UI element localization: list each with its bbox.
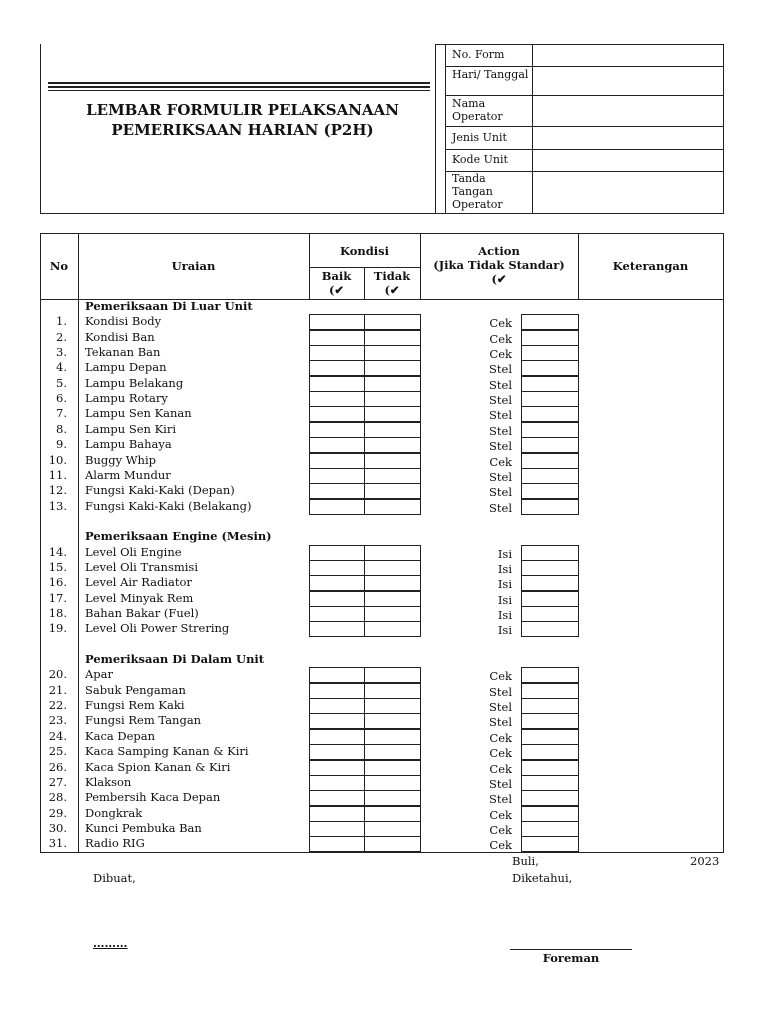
section-title: Pemeriksaan Engine (Mesin) xyxy=(85,529,272,544)
table-right-border xyxy=(723,233,724,853)
baik-checkbox[interactable] xyxy=(309,330,365,346)
row-label: Kaca Spion Kanan & Kiri xyxy=(85,759,231,774)
row-label: Lampu Bahaya xyxy=(85,437,172,452)
row-label: Alarm Mundur xyxy=(85,467,171,482)
baik-checkbox[interactable] xyxy=(309,314,365,330)
tidak-checkbox[interactable] xyxy=(364,499,421,515)
action-checkbox[interactable] xyxy=(521,376,579,392)
baik-checkbox[interactable] xyxy=(309,406,365,422)
row-label: Level Oli Engine xyxy=(85,544,182,559)
baik-checkbox[interactable] xyxy=(309,667,365,683)
row-label: Klakson xyxy=(85,774,132,789)
foreman-signature-line xyxy=(510,949,632,950)
row-number: 21. xyxy=(48,682,67,697)
header-tidak: Tidak xyxy=(373,269,411,283)
row-label: Lampu Sen Kanan xyxy=(85,406,192,421)
baik-checkbox[interactable] xyxy=(309,821,365,837)
footer-place: Buli, xyxy=(512,854,539,868)
header-tidak-check: (✔ xyxy=(384,283,400,297)
footer-acknowledged: Diketahui, xyxy=(512,871,573,885)
tidak-checkbox[interactable] xyxy=(364,437,421,453)
baik-checkbox[interactable] xyxy=(309,621,365,637)
row-number: 5. xyxy=(56,375,67,390)
row-action: Stel xyxy=(489,500,512,515)
row-number: 25. xyxy=(48,744,67,759)
tidak-checkbox[interactable] xyxy=(364,560,421,576)
header-action: Action xyxy=(478,244,520,258)
baik-checkbox[interactable] xyxy=(309,483,365,499)
row-number: 15. xyxy=(48,559,67,574)
row-number: 19. xyxy=(48,621,67,636)
row-label: Level Minyak Rem xyxy=(85,590,194,605)
action-checkbox[interactable] xyxy=(521,591,579,607)
title-line-2: PEMERIKSAAN HARIAN (P2H) xyxy=(111,121,374,139)
baik-checkbox[interactable] xyxy=(309,575,365,591)
tidak-checkbox[interactable] xyxy=(364,698,421,714)
row-action: Stel xyxy=(489,423,512,438)
row-number: 28. xyxy=(48,790,67,805)
section-title: Pemeriksaan Di Dalam Unit xyxy=(85,652,265,667)
row-label: Lampu Belakang xyxy=(85,375,184,390)
row-action: Cek xyxy=(489,822,512,837)
row-action: Isi xyxy=(497,546,512,561)
info-value-nama-operator[interactable] xyxy=(533,95,723,126)
baik-checkbox[interactable] xyxy=(309,806,365,822)
action-checkbox[interactable] xyxy=(521,775,579,791)
tidak-checkbox[interactable] xyxy=(364,376,421,392)
tidak-checkbox[interactable] xyxy=(364,775,421,791)
table-top-border xyxy=(40,233,724,234)
row-action: Isi xyxy=(497,623,512,638)
row-label: Fungsi Rem Tangan xyxy=(85,713,202,728)
action-checkbox[interactable] xyxy=(521,560,579,576)
header-no: No xyxy=(49,259,69,273)
action-checkbox[interactable] xyxy=(521,422,579,438)
action-checkbox[interactable] xyxy=(521,729,579,745)
action-checkbox[interactable] xyxy=(521,437,579,453)
tidak-checkbox[interactable] xyxy=(364,453,421,469)
action-checkbox[interactable] xyxy=(521,345,579,361)
row-label: Level Oli Transmisi xyxy=(85,559,199,574)
row-number: 31. xyxy=(48,836,67,851)
tidak-checkbox[interactable] xyxy=(364,468,421,484)
action-checkbox[interactable] xyxy=(521,821,579,837)
tidak-checkbox[interactable] xyxy=(364,744,421,760)
row-number: 9. xyxy=(56,437,67,452)
row-action: Stel xyxy=(489,792,512,807)
row-number: 7. xyxy=(56,406,67,421)
row-action: Stel xyxy=(489,469,512,484)
tidak-checkbox[interactable] xyxy=(364,345,421,361)
row-number: 2. xyxy=(56,329,67,344)
row-number: 26. xyxy=(48,759,67,774)
row-label: Bahan Bakar (Fuel) xyxy=(85,606,199,620)
baik-checkbox[interactable] xyxy=(309,606,365,622)
header-keterangan: Keterangan xyxy=(612,259,689,273)
header-action-check: (✔ xyxy=(491,272,507,286)
row-number: 29. xyxy=(48,805,67,820)
action-checkbox[interactable] xyxy=(521,698,579,714)
row-action: Cek xyxy=(489,316,512,331)
row-action: Cek xyxy=(489,838,512,853)
row-number: 17. xyxy=(48,590,67,605)
row-label: Apar xyxy=(85,667,114,682)
action-checkbox[interactable] xyxy=(521,330,579,346)
kondisi-sub-line xyxy=(309,267,421,268)
header-divider xyxy=(435,44,436,214)
row-label: Fungsi Kaki-Kaki (Belakang) xyxy=(85,498,252,513)
row-number: 13. xyxy=(48,498,67,513)
baik-checkbox[interactable] xyxy=(309,560,365,576)
info-value-kode-unit[interactable] xyxy=(533,149,723,171)
row-label: Pembersih Kaca Depan xyxy=(85,790,221,805)
row-label: Dongkrak xyxy=(85,805,143,820)
row-number: 16. xyxy=(48,575,67,590)
action-checkbox[interactable] xyxy=(521,499,579,515)
row-action: Stel xyxy=(489,485,512,500)
row-action: Cek xyxy=(489,807,512,822)
baik-checkbox[interactable] xyxy=(309,376,365,392)
row-number: 6. xyxy=(56,391,67,406)
action-checkbox[interactable] xyxy=(521,360,579,376)
row-number: 1. xyxy=(56,314,67,329)
header-uraian: Uraian xyxy=(171,259,216,273)
row-action: Cek xyxy=(489,669,512,684)
baik-checkbox[interactable] xyxy=(309,729,365,745)
action-checkbox[interactable] xyxy=(521,621,579,637)
baik-checkbox[interactable] xyxy=(309,683,365,699)
row-number: 10. xyxy=(48,452,67,467)
info-label-tanggal: Hari/ Tanggal xyxy=(452,68,529,81)
info-label-kode-unit: Kode Unit xyxy=(452,153,508,166)
row-label: Kaca Depan xyxy=(85,728,156,743)
row-action: Cek xyxy=(489,331,512,346)
footer-foreman: Foreman xyxy=(542,951,600,965)
row-label: Lampu Sen Kiri xyxy=(85,421,177,436)
info-label-no-form: No. Form xyxy=(452,48,505,61)
baik-checkbox[interactable] xyxy=(309,468,365,484)
row-action: Stel xyxy=(489,362,512,377)
info-value-tanda-tangan[interactable] xyxy=(533,171,723,213)
row-action: Stel xyxy=(489,439,512,454)
row-label: Level Air Radiator xyxy=(85,575,192,590)
row-label: Kunci Pembuka Ban xyxy=(85,820,202,835)
info-table-left-border xyxy=(445,44,446,214)
row-label: Lampu Rotary xyxy=(85,391,168,406)
row-label: Level Oli Power Strering xyxy=(85,621,230,636)
tidak-checkbox[interactable] xyxy=(364,360,421,376)
row-number: 3. xyxy=(56,345,67,360)
row-action: Cek xyxy=(489,730,512,745)
tidak-checkbox[interactable] xyxy=(364,836,421,852)
baik-checkbox[interactable] xyxy=(309,437,365,453)
baik-checkbox[interactable] xyxy=(309,360,365,376)
tidak-checkbox[interactable] xyxy=(364,806,421,822)
row-label: Kaca Samping Kanan & Kiri xyxy=(85,744,249,759)
baik-checkbox[interactable] xyxy=(309,591,365,607)
row-label: Kondisi Body xyxy=(85,314,162,329)
page-title xyxy=(60,100,425,140)
row-action: Stel xyxy=(489,715,512,730)
signature-dots: ……… xyxy=(93,936,128,950)
row-action: Cek xyxy=(489,347,512,362)
tidak-checkbox[interactable] xyxy=(364,483,421,499)
tidak-checkbox[interactable] xyxy=(364,406,421,422)
row-action: Stel xyxy=(489,684,512,699)
row-action: Stel xyxy=(489,700,512,715)
row-label: Lampu Depan xyxy=(85,360,167,375)
action-checkbox[interactable] xyxy=(521,806,579,822)
baik-checkbox[interactable] xyxy=(309,760,365,776)
row-number: 11. xyxy=(48,467,67,482)
baik-checkbox[interactable] xyxy=(309,422,365,438)
baik-checkbox[interactable] xyxy=(309,775,365,791)
baik-checkbox[interactable] xyxy=(309,499,365,515)
row-action: Stel xyxy=(489,393,512,408)
tidak-checkbox[interactable] xyxy=(364,790,421,806)
action-checkbox[interactable] xyxy=(521,683,579,699)
row-label: Radio RIG xyxy=(85,836,145,851)
row-number: 20. xyxy=(48,667,67,682)
action-checkbox[interactable] xyxy=(521,575,579,591)
title-double-line-1 xyxy=(48,82,430,84)
row-label: Fungsi Rem Kaki xyxy=(85,698,185,713)
row-action: Cek xyxy=(489,746,512,761)
row-number: 23. xyxy=(48,713,67,728)
action-checkbox[interactable] xyxy=(521,483,579,499)
header-bottom-border xyxy=(40,213,724,214)
tidak-checkbox[interactable] xyxy=(364,422,421,438)
tidak-checkbox[interactable] xyxy=(364,621,421,637)
row-number: 30. xyxy=(48,820,67,835)
info-value-no-form[interactable] xyxy=(533,44,723,66)
tidak-checkbox[interactable] xyxy=(364,575,421,591)
info-value-tanggal[interactable] xyxy=(533,66,723,95)
baik-checkbox[interactable] xyxy=(309,790,365,806)
tidak-checkbox[interactable] xyxy=(364,729,421,745)
action-checkbox[interactable] xyxy=(521,468,579,484)
tidak-checkbox[interactable] xyxy=(364,760,421,776)
title-line-1: LEMBAR FORMULIR PELAKSANAAN xyxy=(86,101,399,119)
tidak-checkbox[interactable] xyxy=(364,667,421,683)
baik-checkbox[interactable] xyxy=(309,744,365,760)
baik-checkbox[interactable] xyxy=(309,391,365,407)
baik-checkbox[interactable] xyxy=(309,713,365,729)
row-action: Cek xyxy=(489,454,512,469)
baik-checkbox[interactable] xyxy=(309,453,365,469)
action-checkbox[interactable] xyxy=(521,836,579,852)
info-label-nama-operator: Nama Operator xyxy=(452,97,503,123)
tidak-checkbox[interactable] xyxy=(364,713,421,729)
row-number: 12. xyxy=(48,483,67,498)
row-action: Isi xyxy=(497,608,512,622)
row-label: Kondisi Ban xyxy=(85,329,155,344)
row-label: Tekanan Ban xyxy=(85,345,161,360)
baik-checkbox[interactable] xyxy=(309,698,365,714)
header-baik-check: (✔ xyxy=(328,283,345,297)
row-action: Stel xyxy=(489,377,512,392)
action-checkbox[interactable] xyxy=(521,760,579,776)
action-checkbox[interactable] xyxy=(521,790,579,806)
baik-checkbox[interactable] xyxy=(309,345,365,361)
info-value-jenis-unit[interactable] xyxy=(533,126,723,149)
baik-checkbox[interactable] xyxy=(309,836,365,852)
action-checkbox[interactable] xyxy=(521,406,579,422)
action-checkbox[interactable] xyxy=(521,453,579,469)
tidak-checkbox[interactable] xyxy=(364,591,421,607)
tidak-checkbox[interactable] xyxy=(364,821,421,837)
col-divider-no xyxy=(78,233,79,853)
header-kondisi: Kondisi xyxy=(339,244,390,258)
row-action: Isi xyxy=(497,592,512,607)
row-label: Sabuk Pengaman xyxy=(85,682,186,697)
action-checkbox[interactable] xyxy=(521,606,579,622)
info-label-jenis-unit: Jenis Unit xyxy=(452,131,507,144)
tidak-checkbox[interactable] xyxy=(364,314,421,330)
row-number: 14. xyxy=(48,544,67,559)
footer-year: 2023 xyxy=(690,854,720,868)
row-action: Isi xyxy=(497,561,512,576)
action-checkbox[interactable] xyxy=(521,391,579,407)
row-label: Buggy Whip xyxy=(85,452,156,467)
action-checkbox[interactable] xyxy=(521,545,579,561)
row-action: Isi xyxy=(497,577,512,592)
tidak-checkbox[interactable] xyxy=(364,606,421,622)
info-table-right-border xyxy=(723,44,724,214)
row-number: 27. xyxy=(48,774,67,789)
row-action: Stel xyxy=(489,776,512,791)
tidak-checkbox[interactable] xyxy=(364,391,421,407)
tidak-checkbox[interactable] xyxy=(364,683,421,699)
action-checkbox[interactable] xyxy=(521,713,579,729)
row-label: Fungsi Kaki-Kaki (Depan) xyxy=(85,483,235,498)
row-action: Stel xyxy=(489,408,512,423)
row-number: 18. xyxy=(48,606,67,620)
header-action-sub: (Jika Tidak Standar) xyxy=(433,258,565,272)
footer-made-by: Dibuat, xyxy=(93,871,136,885)
row-number: 22. xyxy=(48,698,67,713)
section-title: Pemeriksaan Di Luar Unit xyxy=(85,299,253,313)
action-checkbox[interactable] xyxy=(521,667,579,683)
tidak-checkbox[interactable] xyxy=(364,545,421,561)
title-double-line-2 xyxy=(48,86,430,88)
row-number: 24. xyxy=(48,728,67,743)
header-baik: Baik xyxy=(321,269,352,283)
row-number: 4. xyxy=(56,360,67,375)
row-number: 8. xyxy=(56,421,67,436)
row-action: Cek xyxy=(489,761,512,776)
header-left-border xyxy=(40,44,41,214)
action-checkbox[interactable] xyxy=(521,744,579,760)
tidak-checkbox[interactable] xyxy=(364,330,421,346)
baik-checkbox[interactable] xyxy=(309,545,365,561)
action-checkbox[interactable] xyxy=(521,314,579,330)
title-double-line-3 xyxy=(48,90,430,91)
info-label-tanda-tangan: Tanda Tangan Operator xyxy=(452,172,503,211)
